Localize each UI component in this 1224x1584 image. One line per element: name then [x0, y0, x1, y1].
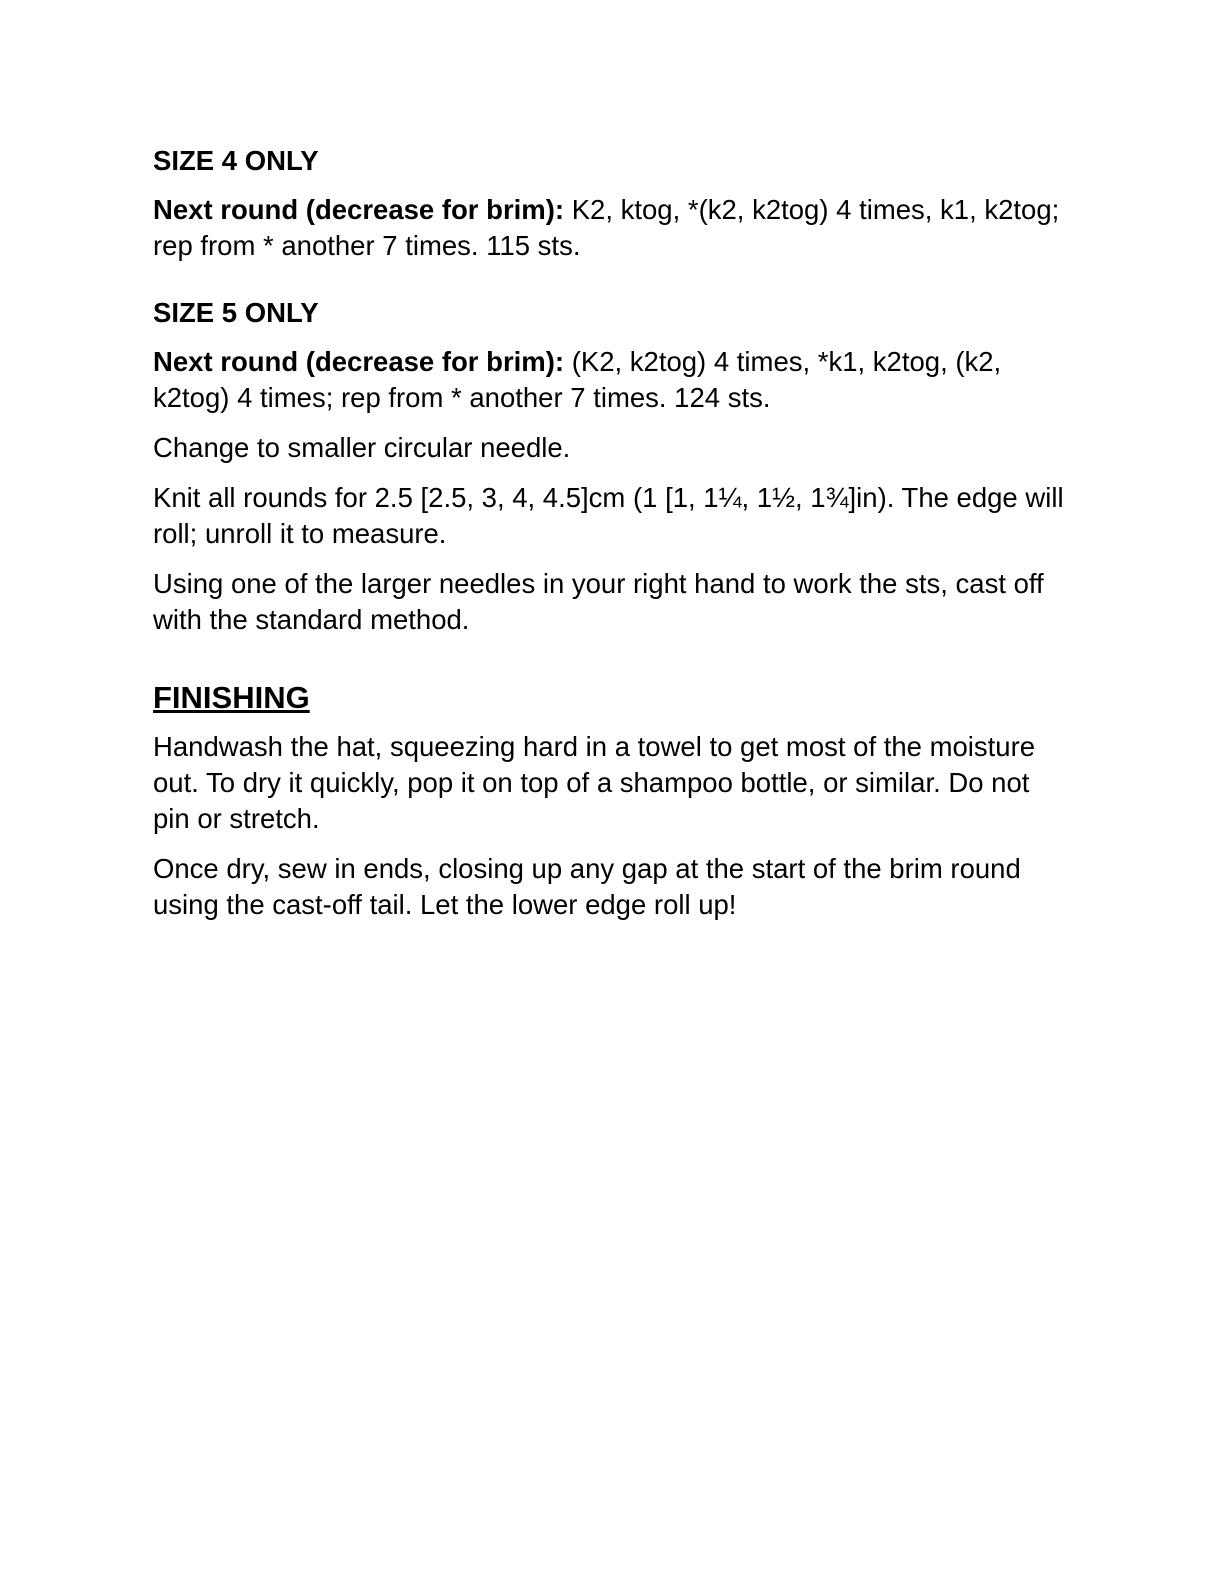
size-4-instruction: [153, 192, 1073, 264]
size-5-instruction-lead: Next round (decrease for brim):: [153, 346, 565, 377]
size-5-instruction-text: (K2, k2tog) 4 times, *k1, k2tog, (k2, k2tog) 4 times; rep from * another 7 times. 124 sts.: [153, 346, 1002, 413]
finishing-paragraph-wash: Handwash the hat, squeezing hard in a towel to get most of the moisture out. To dry it quickly, pop it on top of a shampoo bottle, or similar. Do not pin or stretch.: [153, 731, 1036, 834]
needle-change-paragraph: Change to smaller circular needle.: [153, 432, 571, 463]
size-5-instruction: [153, 344, 1073, 416]
finishing-title: FINISHING: [153, 680, 310, 715]
size-4-instruction-text: K2, ktog, *(k2, k2tog) 4 times, k1, k2tog; rep from * another 7 times. 115 sts.: [153, 194, 1060, 261]
knit-rounds-paragraph: Knit all rounds for 2.5 [2.5, 3, 4, 4.5]cm (1 [1, 1¼, 1½, 1¾]in). The edge will roll; unroll it to measure.: [153, 482, 1064, 549]
finishing-paragraph-ends: Once dry, sew in ends, closing up any gap at the start of the brim round using the cast-off tail. Let the lower edge roll up!: [153, 853, 1021, 920]
document-page: [153, 143, 1073, 937]
size-4-instruction-lead: Next round (decrease for brim):: [153, 194, 565, 225]
size-5-heading: SIZE 5 ONLY: [153, 297, 319, 328]
cast-off-paragraph: Using one of the larger needles in your right hand to work the sts, cast off with the standard method.: [153, 568, 1044, 635]
size-4-heading: SIZE 4 ONLY: [153, 145, 319, 176]
